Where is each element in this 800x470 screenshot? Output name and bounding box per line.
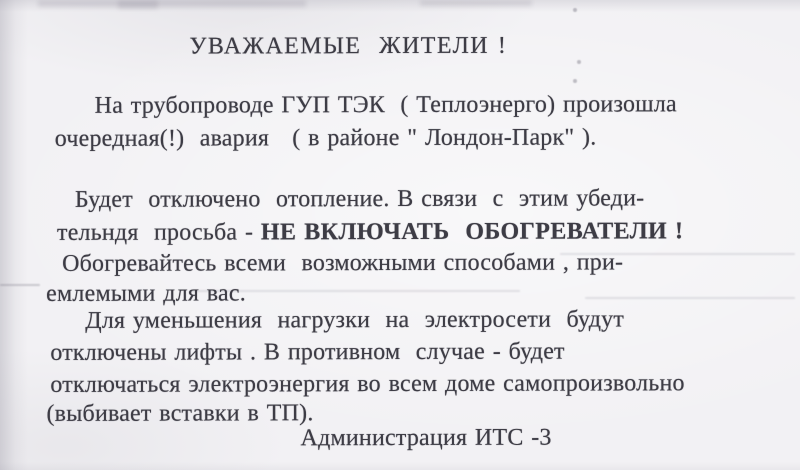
- paragraph3-line3: отключаться электроэнергия во всем доме самопроизвольно: [50, 370, 685, 398]
- heaters-warning-bold: НЕ ВКЛЮЧАТЬ ОБОГРЕВАТЕЛИ !: [260, 218, 684, 246]
- paragraph2-line3: Обогревайтесь всеми возможными способами , при-: [62, 249, 624, 277]
- paragraph1-line2: очередная(!) авария ( в районе " Лондон-Парк" ).: [54, 124, 597, 152]
- paragraph2-line1: Будет отключено отопление. В связи с этим убеди-: [74, 185, 645, 213]
- paragraph2-line2-normal: тельндя просьба -: [56, 219, 261, 246]
- notice-title: УВАЖАЕМЫЕ ЖИТЕЛИ !: [189, 32, 508, 60]
- paragraph3-line2: отключены лифты . В противном случае - будет: [50, 338, 565, 366]
- paragraph2-line4: емлемыми для вас.: [46, 280, 246, 307]
- notice-signature: Администрация ИТС -3: [300, 424, 552, 452]
- paragraph2-line2: [57, 218, 683, 247]
- paragraph3-line4: (выбивает вставки в ТП).: [46, 400, 314, 427]
- paragraph1-line1: На трубопроводе ГУП ТЭК ( Теплоэнерго) произошла: [94, 91, 677, 119]
- paragraph3-line1: Для уменьшения нагрузки на электросети будут: [85, 306, 625, 334]
